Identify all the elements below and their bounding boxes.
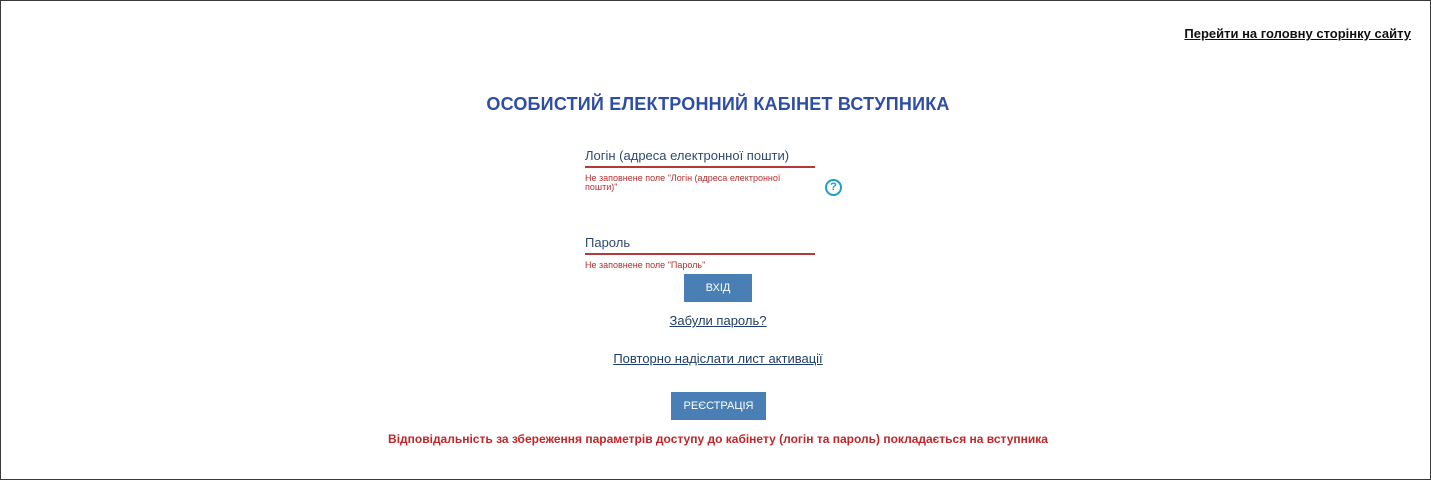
home-page-link[interactable]: Перейти на головну сторінку сайту bbox=[1184, 26, 1411, 41]
resend-activation-link[interactable]: Повторно надіслати лист активації bbox=[613, 351, 823, 366]
password-input[interactable] bbox=[585, 233, 815, 255]
responsibility-notice: Відповідальність за збереження параметрів доступу до кабінету (логін та пароль) покладається на вступника bbox=[388, 432, 1048, 446]
forgot-password-link[interactable]: Забули пароль? bbox=[669, 313, 767, 328]
register-button[interactable]: РЕЄСТРАЦІЯ bbox=[671, 392, 766, 420]
login-email-input[interactable] bbox=[585, 146, 815, 168]
login-error-message: Не заповнене поле "Логін (адреса електронної пошти)" bbox=[585, 173, 781, 192]
login-button[interactable]: ВХІД bbox=[684, 274, 752, 302]
help-icon[interactable]: ? bbox=[825, 179, 842, 196]
page-title: ОСОБИСТИЙ ЕЛЕКТРОННИЙ КАБІНЕТ ВСТУПНИКА bbox=[486, 94, 950, 114]
forgot-password-row bbox=[0, 313, 1431, 328]
password-error-message: Не заповнене поле "Пароль" bbox=[585, 260, 706, 270]
resend-activation-row bbox=[0, 351, 1431, 366]
login-field-group bbox=[585, 146, 815, 192]
password-field-group bbox=[585, 233, 815, 270]
